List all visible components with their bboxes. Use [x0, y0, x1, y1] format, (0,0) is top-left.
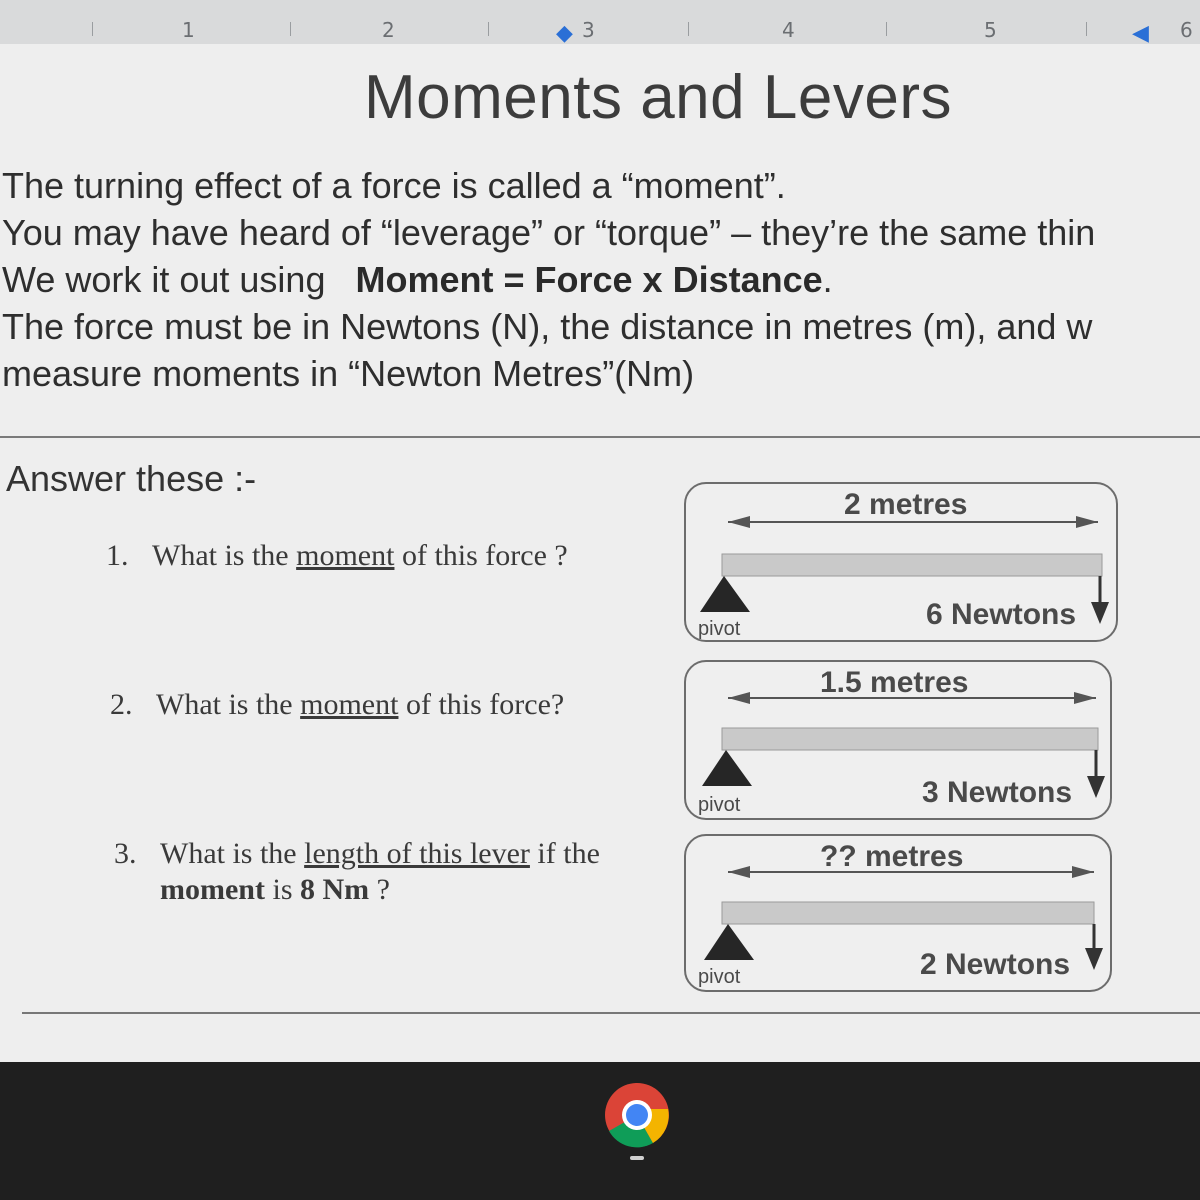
intro-line: The turning effect of a force is called a “moment”.: [2, 165, 786, 206]
lever-diagram-3[interactable]: [684, 834, 1112, 992]
distance-label: 2 metres: [844, 488, 968, 521]
document-page[interactable]: [0, 44, 1200, 1062]
question-number: 1.: [106, 539, 129, 572]
formula-text: Moment = Force x Distance: [355, 259, 823, 300]
question-text: ?: [369, 873, 390, 906]
distance-label: ?? metres: [820, 840, 964, 873]
document-ruler[interactable]: [0, 0, 1200, 45]
intro-line: [2, 256, 1200, 303]
force-label: 3 Newtons: [922, 776, 1073, 809]
page-title: Moments and Levers: [364, 63, 952, 132]
question-underlined: moment: [300, 688, 399, 721]
ruler-number: 5: [984, 18, 997, 42]
right-indent-marker-icon[interactable]: ◀: [1132, 20, 1149, 45]
pivot-label: pivot: [698, 966, 741, 988]
pivot-label: pivot: [698, 618, 741, 640]
ruler-tick: [290, 22, 291, 36]
intro-text: We work it out using: [2, 259, 326, 300]
intro-paragraph: [2, 162, 1200, 397]
question-number: 3.: [114, 837, 137, 870]
ruler-number: 1: [182, 18, 195, 42]
force-label: 2 Newtons: [920, 948, 1071, 981]
ruler-number: 3: [582, 18, 595, 42]
lever-diagram-1[interactable]: [684, 482, 1118, 642]
question-number: 2.: [110, 688, 133, 721]
distance-label: 1.5 metres: [820, 666, 969, 699]
lever-diagram-2[interactable]: [684, 660, 1112, 820]
taskbar: [0, 1062, 1200, 1200]
answer-heading: Answer these :-: [6, 458, 257, 499]
intro-line: The force must be in Newtons (N), the distance in metres (m), and w: [2, 306, 1093, 347]
question-text: What is the: [156, 688, 301, 721]
ruler-tick: [688, 22, 689, 36]
ruler-tick: [488, 22, 489, 36]
intro-text: .: [822, 259, 833, 300]
divider: [0, 436, 1200, 438]
question-bold: moment: [160, 873, 265, 906]
question-text: What is the: [152, 539, 297, 572]
app-running-indicator: [630, 1156, 644, 1160]
ruler-number: 2: [382, 18, 395, 42]
ruler-number: 4: [782, 18, 795, 42]
intro-line: You may have heard of “leverage” or “torque” – they’re the same thin: [2, 212, 1096, 253]
question-bold: 8 Nm: [300, 873, 370, 906]
ruler-tick: [92, 22, 93, 36]
chrome-icon[interactable]: [604, 1082, 670, 1148]
question-text: if the: [529, 837, 600, 870]
ruler-number: 6: [1180, 18, 1193, 42]
indent-marker-icon[interactable]: ◆: [556, 20, 573, 45]
question-text: is: [264, 873, 300, 906]
question-underlined: length of this lever: [304, 837, 530, 870]
divider: [22, 1012, 1200, 1014]
question-text: What is the: [160, 837, 305, 870]
question-underlined: moment: [296, 539, 395, 572]
question-3: [114, 836, 600, 908]
intro-line: measure moments in “Newton Metres”(Nm): [2, 353, 695, 394]
pivot-label: pivot: [698, 794, 741, 816]
question-1: [106, 538, 568, 574]
force-label: 6 Newtons: [926, 598, 1077, 631]
ruler-tick: [1086, 22, 1087, 36]
ruler-tick: [886, 22, 887, 36]
question-text: of this force ?: [394, 539, 568, 572]
question-2: [110, 687, 564, 723]
question-text: of this force?: [398, 688, 565, 721]
